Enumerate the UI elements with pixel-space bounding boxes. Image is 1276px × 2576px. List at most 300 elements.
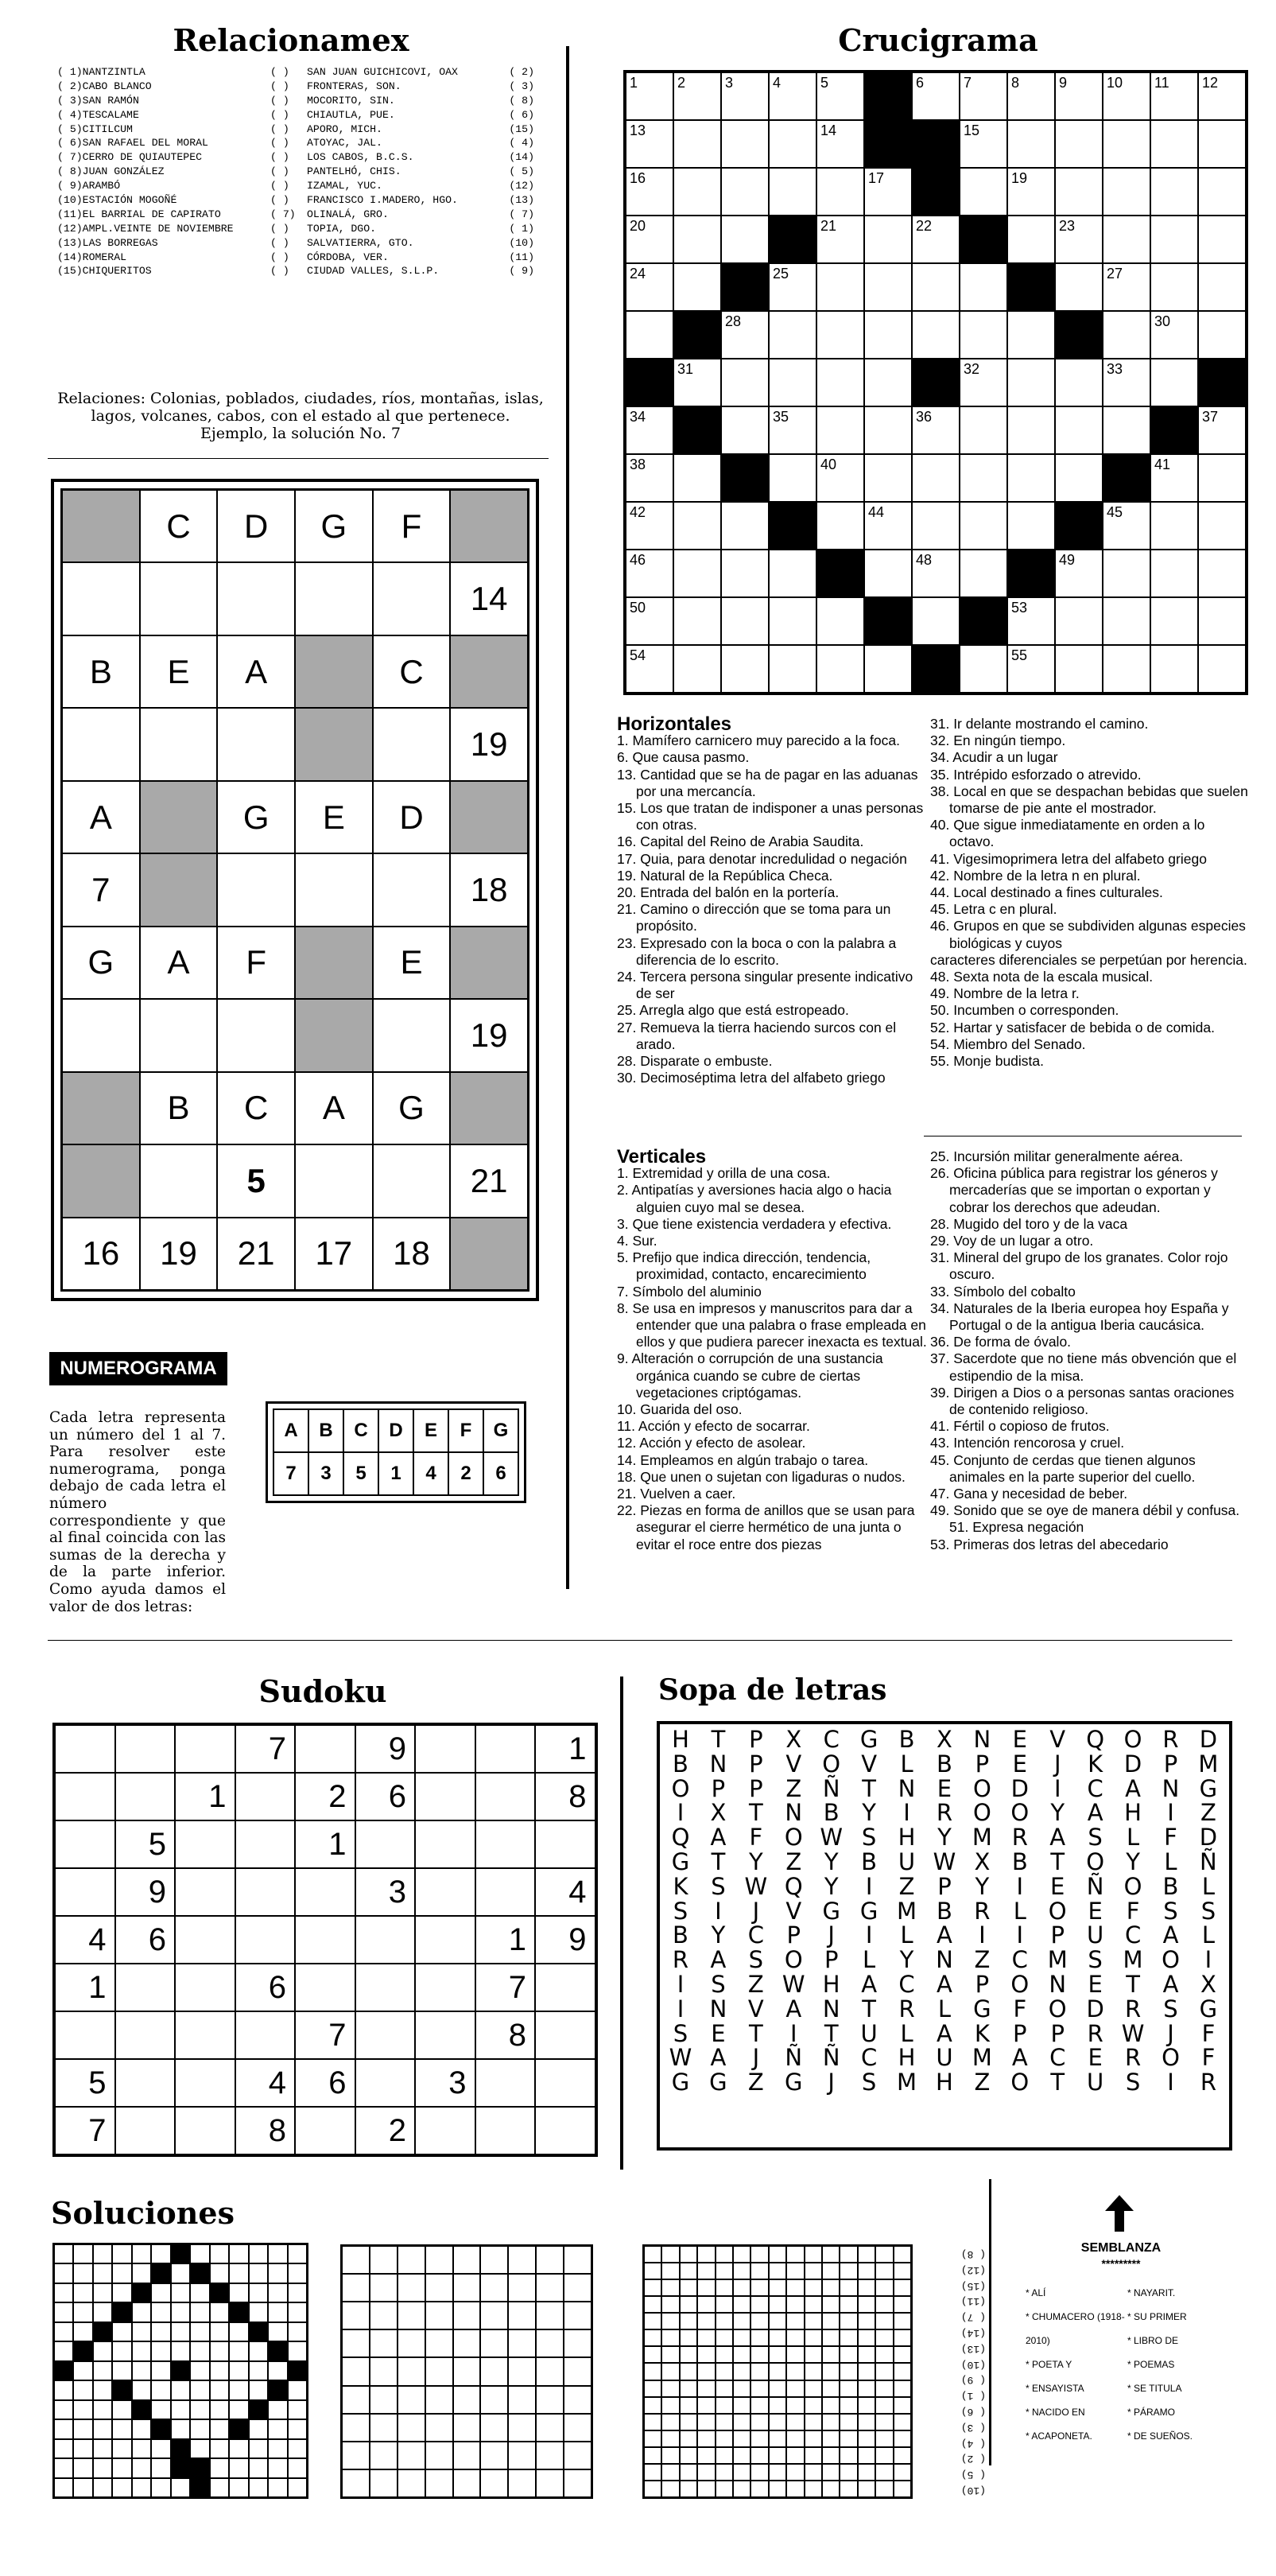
solution-cell — [453, 2357, 481, 2385]
clue-horizontal: 1. Mamífero carnicero muy parecido a la foca. — [617, 732, 900, 749]
crossword-cell — [1150, 359, 1198, 406]
sopa-letter: C — [823, 1726, 840, 1753]
crossword-number: 53 — [1011, 600, 1028, 616]
solution-cell — [249, 2361, 268, 2380]
solution-cell — [894, 2296, 911, 2313]
sopa-letter: Z — [747, 1970, 764, 1998]
sudoku-cell: 3 — [415, 2059, 475, 2107]
sopa-letter: R — [672, 1946, 689, 1974]
semblanza-line: * NACIDO EN — [1026, 2407, 1085, 2418]
relacionamex-row — [57, 208, 534, 222]
sopa-letter: V — [1049, 1726, 1066, 1753]
numerograma-cell: C — [373, 635, 451, 708]
numerograma-cell: 19 — [140, 1218, 218, 1290]
crossword-cell — [769, 216, 816, 263]
sopa-letter: R — [1087, 2019, 1103, 2047]
sudoku-cell: 7 — [55, 2107, 115, 2154]
clue-vertical: 43. Intención rencorosa y cruel. — [930, 1435, 1125, 1451]
sopa-letter: I — [789, 2019, 797, 2047]
sudoku-cell — [535, 1820, 595, 1868]
sopa-letter: A — [710, 2044, 727, 2072]
sudoku-cell: 1 — [175, 1773, 235, 1820]
solution-cell — [750, 2397, 768, 2414]
crossword-cell — [1103, 168, 1150, 216]
crossword-cell — [769, 597, 816, 645]
semblanza-line: * SE TITULA — [1127, 2383, 1182, 2394]
sopa-letter: A — [1125, 1774, 1141, 1802]
solution-cell — [249, 2439, 268, 2458]
solution-cell — [733, 2279, 750, 2296]
solution-cell — [398, 2329, 425, 2357]
solution-sudoku — [340, 2244, 593, 2499]
clue-vertical: 37. Sacerdote que no tiene más obvención que el estipendio de la misa. — [930, 1350, 1237, 1384]
solution-cell — [342, 2386, 370, 2414]
relacionamex-row — [57, 236, 534, 251]
solution-cell — [288, 2283, 307, 2302]
sudoku-cell: 8 — [235, 2107, 296, 2154]
solution-cell — [680, 2380, 697, 2397]
crossword-cell — [960, 72, 1007, 120]
crossword-cell — [626, 168, 673, 216]
solution-cell — [132, 2341, 151, 2360]
crossword-cell — [816, 311, 864, 359]
horizontales-col1 — [617, 713, 927, 1086]
sudoku-cell — [475, 2107, 536, 2154]
clue-vertical: 34. Naturales de la Iberia europea hoy España y Portugal o de la antigua Iberia caucásica. — [930, 1300, 1229, 1334]
crossword-number: 6 — [916, 75, 925, 91]
sudoku-cell: 6 — [235, 1964, 296, 2011]
solution-cell — [210, 2419, 229, 2438]
sopa-letter: L — [863, 1946, 876, 1974]
sopa-letter: D — [1010, 1774, 1029, 1802]
crossword-cell — [673, 168, 721, 216]
crossword-number: 28 — [725, 313, 742, 329]
solution-relacionamex-item: (13) — [960, 2342, 986, 2355]
solution-cell — [875, 2296, 893, 2313]
solution-relacionamex-item: ( 6) — [960, 2405, 986, 2418]
sudoku-cell: 9 — [535, 1916, 595, 1964]
crossword-cell — [1103, 72, 1150, 120]
solution-cell — [894, 2397, 911, 2414]
crossword-cell — [816, 168, 864, 216]
solution-cell — [151, 2380, 170, 2399]
numerograma-cell: 16 — [62, 1218, 140, 1290]
numerograma-cell: E — [140, 635, 218, 708]
crossword-cell — [1055, 120, 1103, 168]
sopa-letter: P — [786, 1921, 801, 1949]
solution-cell — [875, 2397, 893, 2414]
clue-horizontal: 15. Los que tratan de indisponer a unas personas con otras. — [617, 800, 924, 833]
solution-cell — [171, 2341, 190, 2360]
sopa-letter: A — [1162, 1970, 1179, 1998]
solution-cell — [697, 2397, 715, 2414]
solution-cell — [453, 2414, 481, 2442]
crossword-number: 23 — [1059, 218, 1076, 234]
crossword-number: 36 — [916, 409, 933, 425]
solution-cell — [840, 2447, 857, 2464]
sopa-letter: V — [861, 1750, 878, 1778]
sopa-letter: R — [936, 1799, 953, 1827]
solution-cell — [680, 2296, 697, 2313]
numerograma-cell: A — [140, 927, 218, 999]
crossword-cell — [721, 645, 769, 693]
solution-cell — [190, 2400, 209, 2419]
solution-cell — [716, 2296, 733, 2313]
sopa-letter: U — [1087, 2069, 1104, 2096]
sopa-letter: B — [1162, 1872, 1179, 1900]
crossword-number: 17 — [868, 170, 885, 186]
solution-cell — [822, 2464, 840, 2481]
solution-cell — [805, 2397, 822, 2414]
relacionamex-example: Ejemplo, la solución No. 7 — [200, 425, 401, 442]
relacionamex-state: CHIAUTLA, PUE. — [307, 108, 395, 121]
numerograma-cell — [295, 999, 373, 1071]
numerograma-cell: 17 — [295, 1218, 373, 1290]
solution-cell — [750, 2430, 768, 2447]
sudoku-cell — [295, 1916, 355, 1964]
sudoku-cell — [475, 1868, 536, 1916]
crossword-cell — [1055, 311, 1103, 359]
solution-cell — [229, 2439, 248, 2458]
solution-cell — [875, 2313, 893, 2329]
sopa-letter: R — [974, 1897, 991, 1925]
crossword-cell — [1103, 645, 1150, 693]
numerograma-cell — [295, 927, 373, 999]
verticales-col2 — [930, 1148, 1248, 1553]
sopa-letter: M — [897, 2069, 917, 2096]
crossword-cell — [1055, 406, 1103, 454]
sopa-letter: T — [862, 1995, 876, 2022]
sopa-letter: Y — [862, 1799, 876, 1827]
sopa-letter: O — [1010, 1799, 1030, 1827]
crossword-number: 7 — [964, 75, 972, 91]
crossword-cell — [626, 263, 673, 311]
solution-cell — [644, 2447, 661, 2464]
sopa-letter: Z — [974, 2069, 991, 2096]
solution-relacionamex-item: (14) — [960, 2326, 986, 2339]
relacionamex-row — [57, 193, 534, 208]
crossword-cell — [816, 502, 864, 550]
sopa-letter: W — [1121, 2019, 1145, 2047]
solution-cell — [716, 2447, 733, 2464]
crossword-cell — [1007, 311, 1055, 359]
numerograma-cell: 14 — [450, 562, 528, 635]
solution-cell — [171, 2478, 190, 2497]
solution-cell — [875, 2481, 893, 2497]
relacionamex-answer: ( ) — [270, 137, 289, 150]
sopa-letter: W — [933, 1847, 956, 1875]
numerograma-cell: 19 — [450, 999, 528, 1071]
solution-cell — [398, 2302, 425, 2329]
sopa-letter: U — [898, 1847, 916, 1875]
numerograma-cell — [217, 853, 295, 926]
solution-cell — [786, 2380, 804, 2397]
numerograma-key — [266, 1401, 526, 1503]
sopa-letter: I — [865, 1872, 873, 1900]
sopa-letter: L — [1126, 1824, 1140, 1851]
sopa-letter: R — [1200, 2069, 1216, 2096]
sudoku-cell: 1 — [55, 1964, 115, 2011]
relacionamex-state: CIUDAD VALLES, S.L.P. — [307, 265, 440, 278]
sopa-letter: B — [937, 1897, 952, 1925]
sopa-letter: S — [1163, 1995, 1178, 2022]
sudoku-cell — [175, 2059, 235, 2107]
numerograma-grid — [60, 488, 529, 1292]
crossword-cell — [960, 311, 1007, 359]
sopa-letter: S — [861, 1824, 877, 1851]
solution-cell — [769, 2481, 786, 2497]
solution-cell — [786, 2246, 804, 2263]
sopa-letter: Ñ — [822, 2044, 840, 2072]
solution-cell — [680, 2279, 697, 2296]
solution-cell — [697, 2346, 715, 2363]
sudoku-cell: 6 — [115, 1916, 176, 1964]
sopa-letter: P — [937, 1872, 952, 1900]
solution-cell — [661, 2414, 679, 2430]
solution-cell — [875, 2464, 893, 2481]
crossword-cell — [864, 502, 912, 550]
sudoku-grid — [52, 1723, 598, 2157]
crossword-cell — [769, 72, 816, 120]
solution-cell — [288, 2478, 307, 2497]
sopa-letter: E — [1012, 1726, 1027, 1753]
clue-vertical: 5. Prefijo que indica dirección, tendencia, proximidad, contacto, encarecimiento — [617, 1249, 871, 1283]
sopa-letter: H — [1124, 1799, 1142, 1827]
sopa-letter: Ñ — [822, 1774, 840, 1802]
relacionamex-state: LOS CABOS, B.C.S. — [307, 151, 414, 164]
clue-vertical: 7. Símbolo del aluminio — [617, 1283, 762, 1300]
sudoku-cell — [115, 2107, 176, 2154]
solution-cell — [425, 2469, 453, 2497]
sopa-letter: O — [1010, 1970, 1030, 1998]
solution-cell — [858, 2279, 875, 2296]
crossword-cell — [912, 263, 960, 311]
sudoku-cell — [415, 1964, 475, 2011]
clue-horizontal: 40. Que sigue inmediatamente en orden a lo octavo. — [930, 817, 1205, 850]
relacionamex-number: (13) — [509, 194, 534, 207]
solution-cell — [644, 2414, 661, 2430]
solution-cell — [858, 2464, 875, 2481]
clue-horizontal: 30. Decimoséptima letra del alfabeto griego — [617, 1070, 886, 1086]
crossword-cell — [1198, 645, 1246, 693]
solution-cell — [858, 2246, 875, 2263]
solution-cell — [661, 2464, 679, 2481]
crossword-cell — [1150, 311, 1198, 359]
solution-cell — [73, 2458, 92, 2477]
crossword-cell — [721, 168, 769, 216]
solution-cell — [875, 2279, 893, 2296]
crossword-cell — [912, 168, 960, 216]
sudoku-cell — [355, 2011, 416, 2059]
solution-cell — [716, 2464, 733, 2481]
crossword-cell — [912, 597, 960, 645]
crossword-cell — [673, 406, 721, 454]
crossword-number: 24 — [630, 266, 646, 282]
relacionamex-answer: ( ) — [270, 122, 289, 135]
solution-cell — [750, 2464, 768, 2481]
solution-cell — [805, 2363, 822, 2380]
crossword-cell — [1198, 550, 1246, 597]
crossword-number: 30 — [1154, 313, 1171, 329]
crossword-cell — [626, 502, 673, 550]
numerograma-title: NUMEROGRAMA — [49, 1352, 227, 1385]
relacionamex-place: ( 2)CABO BLANCO — [57, 80, 152, 92]
sopa-letter: I — [715, 1897, 722, 1925]
sopa-letter: Y — [899, 1946, 914, 1974]
key-letter: A — [273, 1409, 308, 1452]
solution-cell — [229, 2400, 248, 2419]
solution-cell — [93, 2439, 112, 2458]
clue-horizontal: 55. Monje budista. — [930, 1053, 1045, 1070]
solution-cell — [822, 2279, 840, 2296]
sopa-letter: H — [898, 2044, 916, 2072]
solution-cell — [822, 2263, 840, 2279]
sopa-letter: X — [937, 1726, 952, 1753]
crossword-cell — [1198, 597, 1246, 645]
crossword-number: 21 — [820, 218, 837, 234]
relacionamex-state: TOPIA, DGO. — [307, 222, 377, 235]
crossword-cell — [816, 216, 864, 263]
arrow-up-icon — [1103, 2193, 1135, 2233]
solution-cell — [822, 2296, 840, 2313]
sudoku-cell — [535, 1964, 595, 2011]
solution-cell — [480, 2414, 508, 2442]
solution-cell — [370, 2246, 398, 2274]
solution-cell — [132, 2302, 151, 2322]
solution-cell — [875, 2363, 893, 2380]
sopa-letter: G — [1199, 1995, 1218, 2022]
relacionamex-answer: ( ) — [270, 265, 289, 278]
crossword-cell — [816, 263, 864, 311]
crossword-cell — [1055, 72, 1103, 120]
solution-cell — [644, 2246, 661, 2263]
crossword-cell — [1150, 216, 1198, 263]
solution-cell — [210, 2400, 229, 2419]
solution-cell — [151, 2302, 170, 2322]
clue-vertical: 45. Conjunto de cerdas que tienen algunos animales en la parte superior del cuello. — [930, 1451, 1196, 1485]
solution-cell — [894, 2329, 911, 2346]
sopa-letter: R — [1162, 1726, 1179, 1753]
solution-cell — [151, 2322, 170, 2341]
clue-horizontal: 54. Miembro del Senado. — [930, 1035, 1086, 1052]
semblanza-stars: ********* — [1101, 2257, 1141, 2270]
solution-cell — [769, 2279, 786, 2296]
sopa-letter: P — [1163, 1750, 1178, 1778]
crossword-cell — [1103, 502, 1150, 550]
crossword-cell — [960, 216, 1007, 263]
sopa-letter: R — [1124, 1995, 1142, 2022]
crossword-cell — [721, 502, 769, 550]
sudoku-cell — [415, 1773, 475, 1820]
crossword-number: 27 — [1107, 266, 1123, 282]
solution-cell — [564, 2274, 591, 2302]
solution-cell — [73, 2400, 92, 2419]
sopa-letter: N — [973, 1726, 991, 1753]
solution-cell — [697, 2464, 715, 2481]
solution-cell — [680, 2363, 697, 2380]
sopa-letter: L — [900, 2019, 913, 2047]
solution-cell — [750, 2279, 768, 2296]
relacionamex-number: ( 6) — [509, 108, 534, 121]
solution-cell — [249, 2341, 268, 2360]
column-divider — [620, 1677, 623, 2170]
numerograma-cell — [373, 853, 451, 926]
crossword-cell — [816, 406, 864, 454]
clue-horizontal: 49. Nombre de la letra r. — [930, 985, 1080, 1002]
crossword-cell — [626, 406, 673, 454]
crossword-cell — [626, 550, 673, 597]
solution-cell — [680, 2430, 697, 2447]
sopa-letter: C — [860, 2044, 878, 2072]
sopa-letter: D — [1199, 1726, 1218, 1753]
relacionamex-answer: ( ) — [270, 165, 289, 178]
solution-cell — [840, 2263, 857, 2279]
solution-cell — [858, 2346, 875, 2363]
solution-relacionamex-item: (15) — [960, 2279, 986, 2292]
solution-cell — [697, 2481, 715, 2497]
crossword-cell — [769, 406, 816, 454]
crossword-cell — [912, 72, 960, 120]
clue-vertical: 53. Primeras dos letras del abecedario — [930, 1536, 1169, 1552]
solution-cell — [894, 2447, 911, 2464]
solution-cell — [480, 2469, 508, 2497]
solution-cell — [398, 2274, 425, 2302]
crossword-cell — [1007, 359, 1055, 406]
crossword-number: 14 — [820, 122, 837, 138]
clue-vertical: 1. Extremidad y orilla de una cosa. — [617, 1165, 831, 1182]
solution-cell — [786, 2481, 804, 2497]
solution-cell — [769, 2363, 786, 2380]
crossword-cell — [960, 454, 1007, 502]
numerograma-cell: C — [140, 490, 218, 562]
solution-cell — [786, 2447, 804, 2464]
solution-cell — [190, 2244, 209, 2263]
solution-cell — [536, 2357, 564, 2385]
solution-cell — [894, 2380, 911, 2397]
sopa-letter: W — [782, 1970, 805, 1998]
solution-cell — [680, 2481, 697, 2497]
crossword-cell — [721, 359, 769, 406]
clue-horizontal: 42. Nombre de la letra n en plural. — [930, 867, 1141, 884]
crossword-number: 37 — [1202, 409, 1219, 425]
solution-cell — [268, 2458, 287, 2477]
crossword-number: 5 — [820, 75, 829, 91]
solution-cell — [425, 2274, 453, 2302]
solution-cell — [73, 2341, 92, 2360]
clue-horizontal: 6. Que causa pasmo. — [617, 749, 750, 766]
solution-cell — [536, 2386, 564, 2414]
crossword-number: 32 — [964, 361, 980, 377]
crossword-cell — [721, 311, 769, 359]
sopa-letter: T — [748, 1799, 763, 1827]
key-value: 6 — [483, 1452, 518, 1495]
relacionamex-state: SALVATIERRA, GTO. — [307, 236, 414, 249]
sopa-letter: J — [752, 1897, 760, 1925]
solution-cell — [453, 2274, 481, 2302]
solution-cell — [644, 2481, 661, 2497]
solution-cell — [480, 2246, 508, 2274]
solution-cell — [716, 2313, 733, 2329]
solution-cell — [661, 2380, 679, 2397]
sopa-letter: S — [861, 2069, 877, 2096]
crossword-cell — [1055, 550, 1103, 597]
solution-cell — [805, 2430, 822, 2447]
crossword-cell — [1150, 502, 1198, 550]
solution-cell — [822, 2246, 840, 2263]
crossword-cell — [721, 216, 769, 263]
verticales-heading: Verticales — [617, 1146, 707, 1168]
solution-cell — [171, 2361, 190, 2380]
